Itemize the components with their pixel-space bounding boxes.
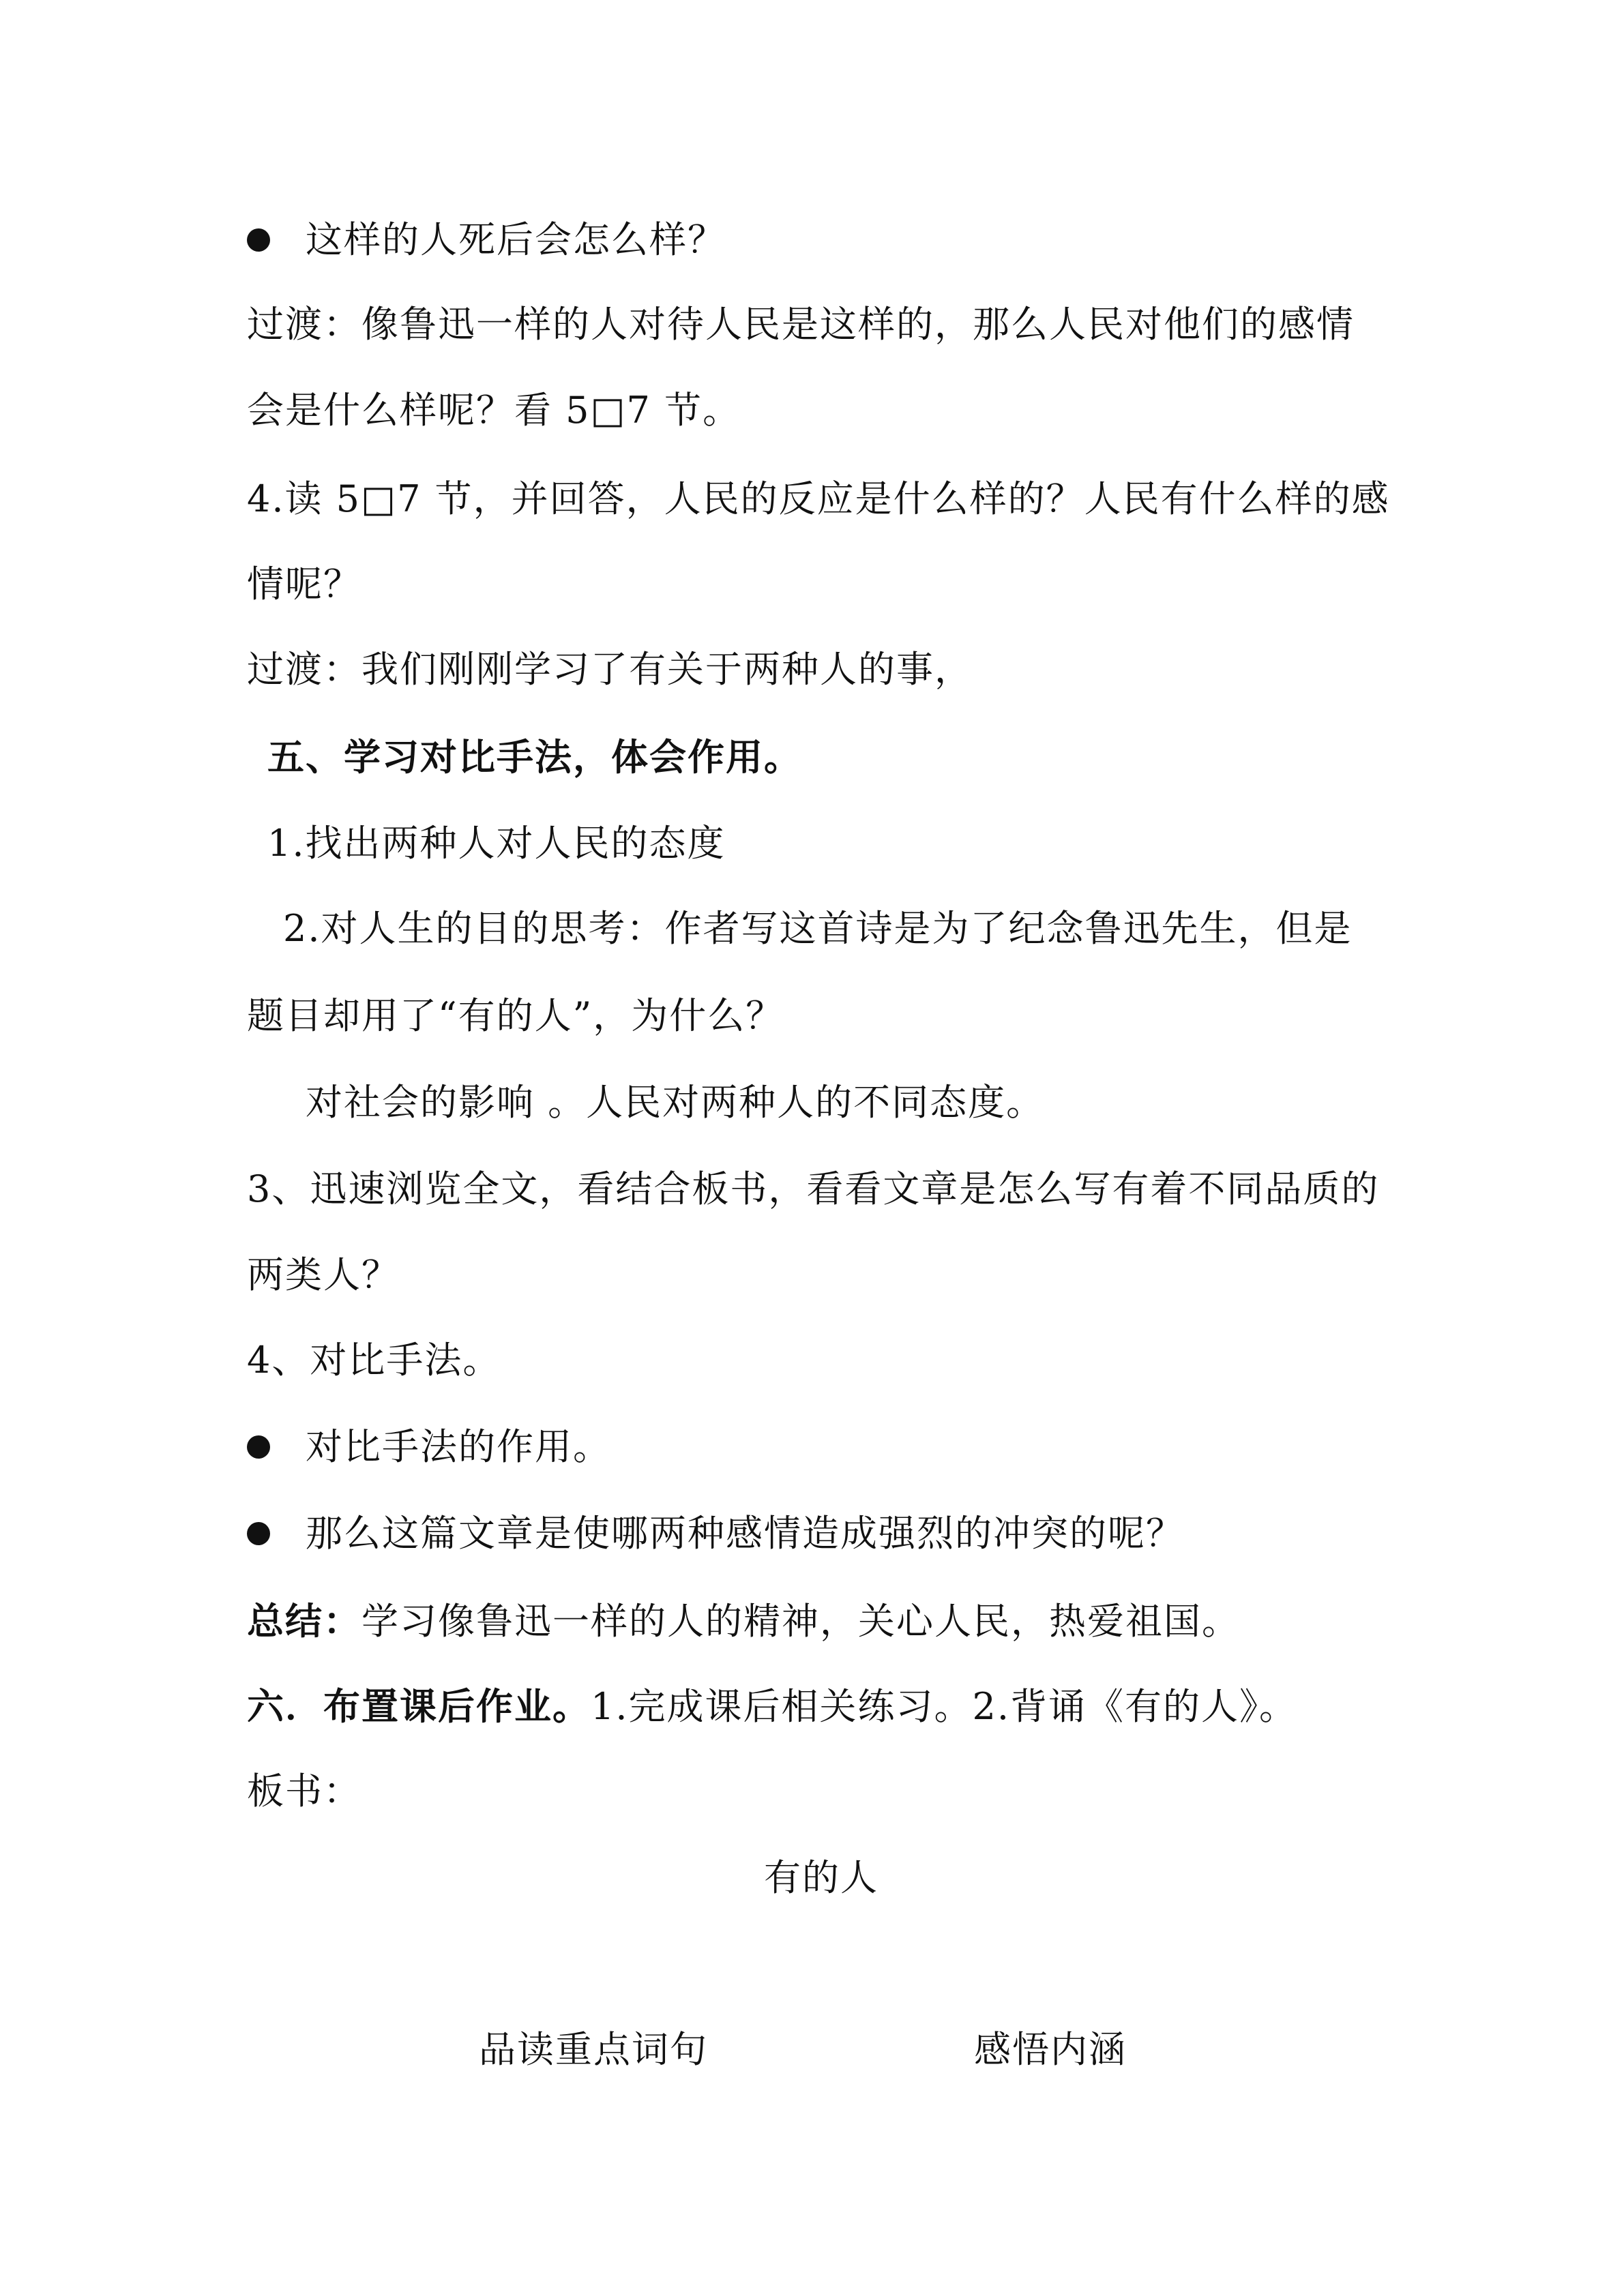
bullet-icon (247, 1435, 270, 1459)
homework-text: 1.完成课后相关练习。2.背诵《有的人》。 (591, 1685, 1298, 1728)
board-left-heading: 品读重点词句 (479, 2028, 708, 2071)
bullet-emotion-conflict: 那么这篇文章是使哪两种感情造成强烈的冲突的呢？ (306, 1512, 1184, 1555)
step-4-contrast: 4、对比手法。 (247, 1339, 501, 1382)
step-4-read: 4.读 5□7 节，并回答，人民的反应是什么样的？人民有什么样的感 (247, 477, 1390, 520)
section-6-heading: 六．布置课后作业。 (247, 1684, 591, 1728)
step-3-browse: 3、迅速浏览全文，看结合板书，看看文章是怎么写有着不同品质的 (247, 1167, 1380, 1210)
board-right-heading: 感悟内涵 (974, 2028, 1127, 2071)
step-2-purpose: 2.对人生的目的思考：作者写这首诗是为了纪念鲁迅先生，但是 (283, 907, 1353, 950)
summary-text: 学习像鲁迅一样的人的精神，关心人民，热爱祖国。 (361, 1600, 1240, 1643)
transition-line-1-cont: 会是什么样呢？看 5□7 节。 (247, 389, 741, 432)
bullet-icon (247, 228, 270, 252)
bullet-contrast-effect: 对比手法的作用。 (306, 1425, 611, 1468)
bullet-question-death: 这样的人死后会怎么样？ (306, 218, 726, 261)
section-5-heading: 五、学习对比手法，体会作用。 (267, 735, 802, 779)
transition-line-1: 过渡：像鲁迅一样的人对待人民是这样的，那么人民对他们的感情 (247, 303, 1355, 346)
board-title: 有的人 (764, 1856, 879, 1899)
step-4-read-cont: 情呢？ (247, 563, 361, 606)
board-label: 板书： (247, 1770, 361, 1813)
step-1-attitude: 1.找出两种人对人民的态度 (267, 822, 726, 865)
transition-line-2: 过渡：我们刚刚学习了有关于两种人的事， (247, 648, 973, 691)
summary-line (247, 1599, 1240, 1643)
step-3-browse-cont: 两类人？ (247, 1253, 400, 1296)
homework-line (247, 1684, 1297, 1729)
bullet-icon (247, 1522, 270, 1545)
step-2-purpose-cont: 题目却用了“有的人”，为什么？ (247, 994, 784, 1037)
summary-label: 总结： (247, 1599, 361, 1643)
social-impact-line: 对社会的影响 。人民对两种人的不同态度。 (306, 1081, 1045, 1124)
